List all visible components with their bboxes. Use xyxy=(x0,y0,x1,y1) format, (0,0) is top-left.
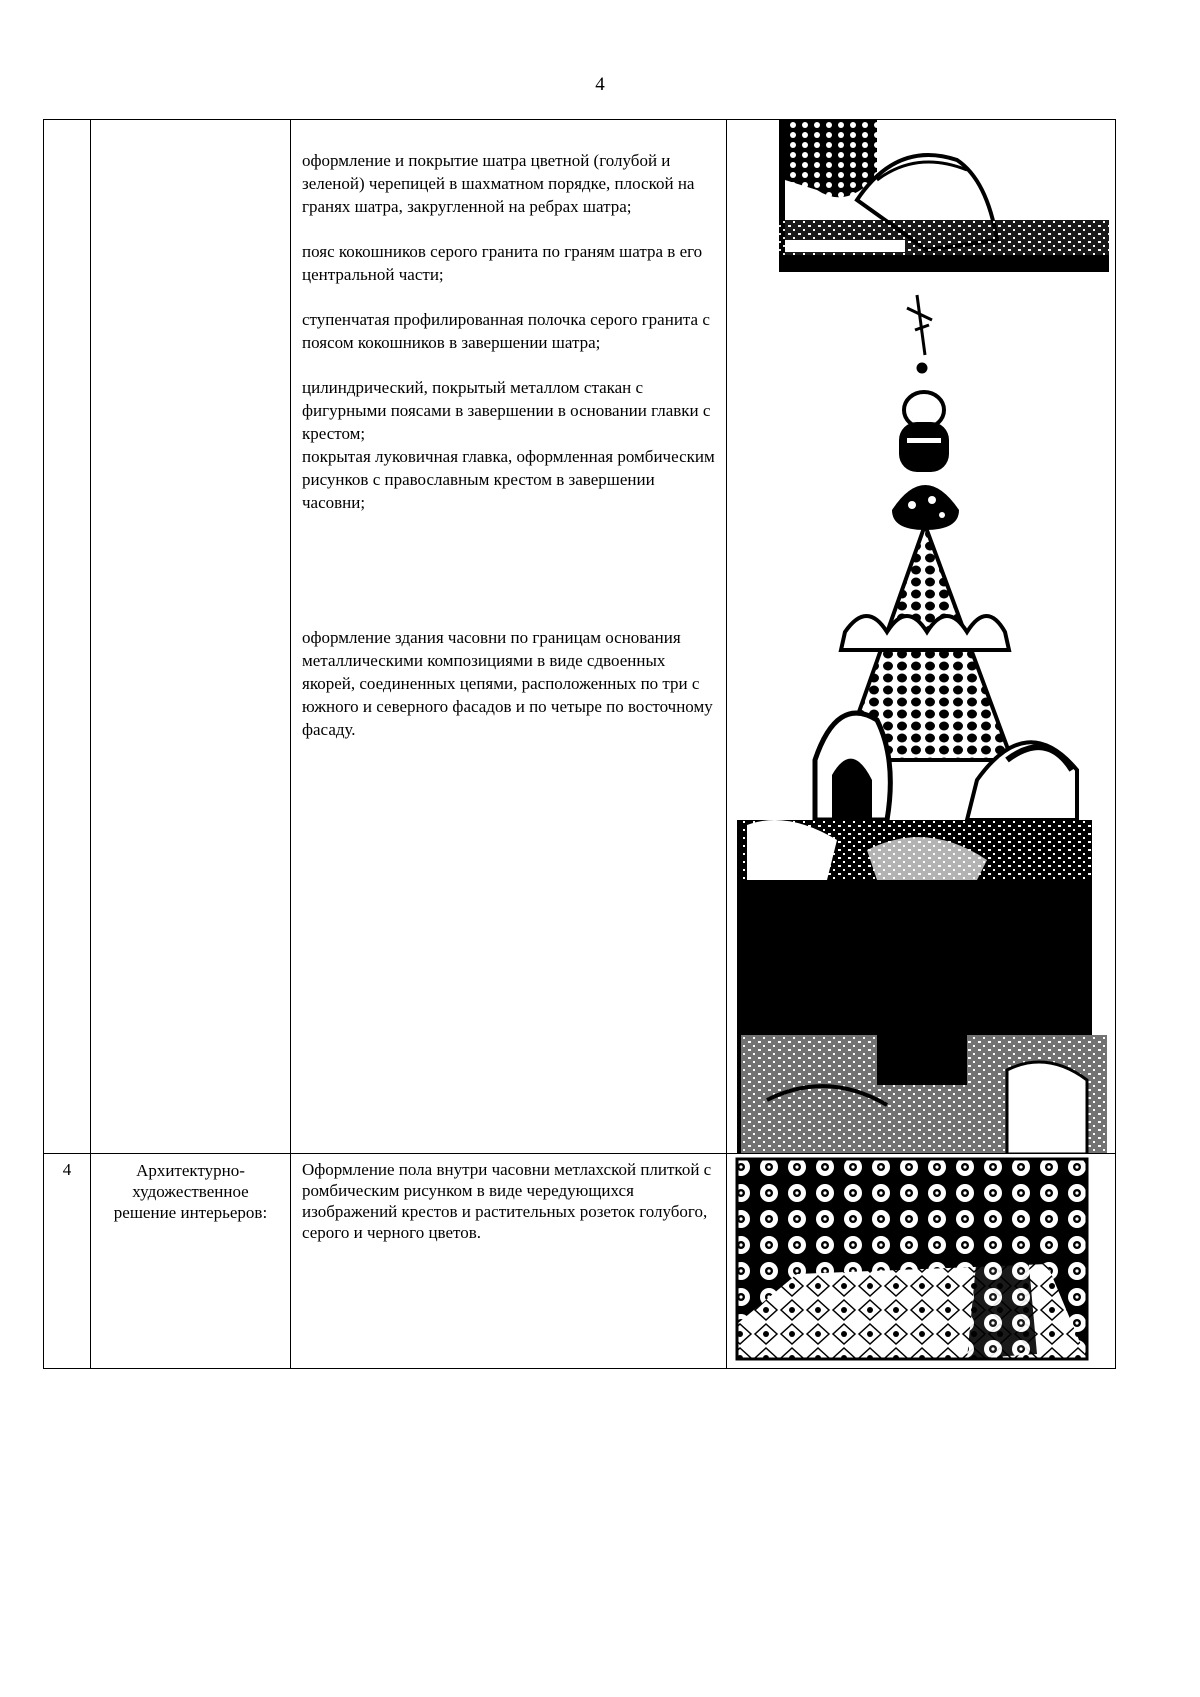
heritage-features-table xyxy=(43,119,1116,1369)
photo-cell xyxy=(727,1154,1116,1369)
row-category-cell xyxy=(91,120,291,1154)
row-number-cell: 4 xyxy=(44,1154,91,1369)
chapel-photo xyxy=(727,120,1116,1154)
tent-roof-photo xyxy=(815,525,1077,820)
description-paragraph: цилиндрический, покрытый металлом стакан с фигурными поясами в завершении в основании главки с крестом; xyxy=(302,378,711,443)
photo-cell xyxy=(727,120,1116,1154)
description-paragraph: покрытая луковичная главка, оформленная ромбическим рисунков с православным крестом в завершении часовни; xyxy=(302,447,715,512)
table-row xyxy=(44,1154,1116,1369)
cross-icon xyxy=(907,295,932,372)
chapel-base-photo xyxy=(737,820,1107,1154)
onion-dome-photo xyxy=(892,392,959,530)
page-number: 4 xyxy=(595,74,605,95)
description-paragraph: Оформление пола внутри часовни метлахской плиткой с ромбическим рисунком в виде чередующихся изображений крестов и растительных розеток голубого, серого и черного цветов. xyxy=(302,1160,712,1242)
row-category-cell: Архитектурно-художественное решение интерьеров: xyxy=(91,1154,291,1369)
description-paragraph: ступенчатая профилированная полочка серого гранита с поясом кокошников в завершении шатра; xyxy=(302,310,710,352)
description-paragraph: оформление и покрытие шатра цветной (голубой и зеленой) черепицей в шахматном порядке, плоской на гранях шатра, закругленной на ребрах шатра; xyxy=(302,151,695,216)
floor-tiles-photo xyxy=(727,1154,1116,1369)
row-description-cell xyxy=(291,120,727,1154)
row-number-cell xyxy=(44,120,91,1154)
description-paragraph: пояс кокошников серого гранита по граням шатра в его центральной части; xyxy=(302,242,703,284)
roof-detail-photo xyxy=(779,120,1109,272)
description-paragraph: оформление здания часовни по границам основания металлическими композициями в виде сдвоенных якорей, соединенных цепями, расположенных по три с южного и северного фасадов и по четыре по восточному фасаду. xyxy=(302,628,713,739)
row-description-cell xyxy=(291,1154,727,1369)
table-row xyxy=(44,120,1116,1154)
